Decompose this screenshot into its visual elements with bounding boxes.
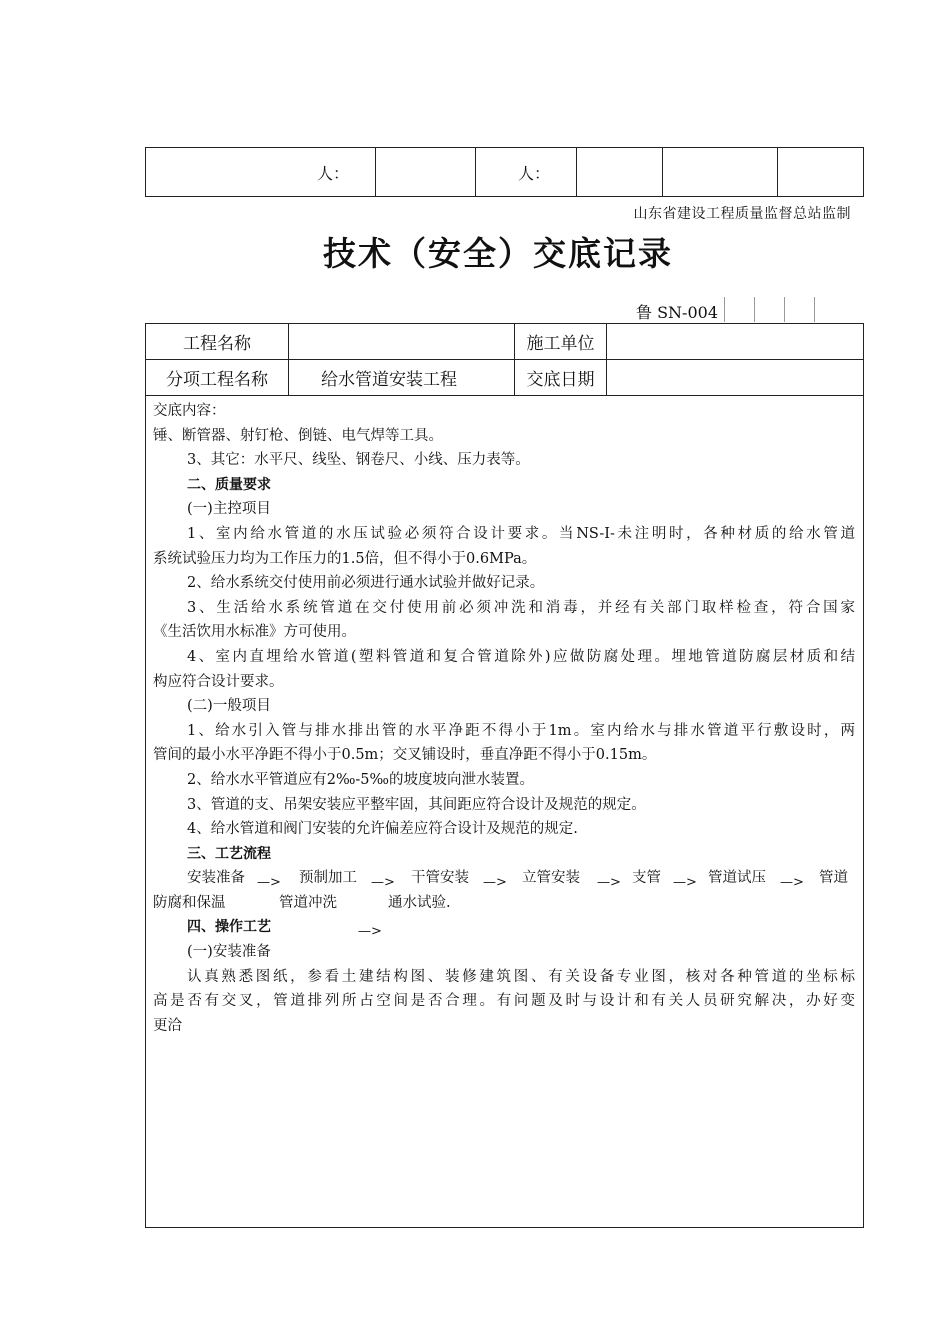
section-heading-row xyxy=(153,915,855,940)
page-title: 技术（安全）交底记录 xyxy=(323,234,673,273)
content-line: 管间的最小水平净距不得小于0.5m；交叉铺设时，垂直净距不得小于0.15m。 xyxy=(153,747,657,764)
form-code: 鲁 SN-004 xyxy=(636,303,718,322)
flow-arrow-icon: —> xyxy=(597,875,621,891)
signature-field-2[interactable] xyxy=(577,148,663,197)
signature-label-1: 人： xyxy=(146,148,376,197)
section-heading-quality: 二、质量要求 xyxy=(187,476,271,493)
content-body xyxy=(153,399,855,1038)
code-box[interactable] xyxy=(754,297,784,322)
code-box[interactable] xyxy=(784,297,815,322)
content-line: 锤、断管器、射钉枪、倒链、电气焊等工具。 xyxy=(153,427,443,444)
content-line: 1、给水引入管与排水排出管的水平净距不得小于1m。室内给水与排水管道平行敷设时，两 xyxy=(187,722,855,739)
subsection-heading: (一)主控项目 xyxy=(187,501,271,518)
subsection-heading: (二)一般项目 xyxy=(187,698,271,715)
signature-table xyxy=(145,147,864,197)
section-heading-operation: 四、操作工艺 xyxy=(187,919,271,936)
signature-field-3[interactable] xyxy=(663,148,778,197)
process-flow-row-1 xyxy=(153,866,855,891)
content-line: 2、给水水平管道应有2‰-5‰的坡度坡向泄水装置。 xyxy=(187,771,534,788)
content-line: 4、给水管道和阀门安装的允许偏差应符合设计及规范的规定. xyxy=(187,821,578,838)
section-heading-process: 三、工艺流程 xyxy=(187,845,271,862)
flow-arrow-icon: —> xyxy=(780,875,804,891)
subsection-heading: (一)安装准备 xyxy=(187,944,271,961)
flow-arrow-icon: —> xyxy=(483,875,507,891)
content-line: 认真熟悉图纸，参看土建结构图、装修建筑图、有关设备专业图，核对各种管道的坐标标 xyxy=(187,968,855,985)
construction-unit-field[interactable] xyxy=(607,324,864,360)
sub-project-label: 分项工程名称 xyxy=(146,360,289,396)
flow-arrow-icon: —> xyxy=(371,875,395,891)
date-field[interactable] xyxy=(607,360,864,396)
content-line: 高是否有交叉，管道排列所占空间是否合理。有问题及时与设计和有关人员研究解决，办好变 xyxy=(153,993,855,1010)
content-line: 1、室内给水管道的水压试验必须符合设计要求。当NS-I-未注明时，各种材质的给水管道 xyxy=(187,525,855,542)
content-heading: 交底内容： xyxy=(153,403,226,419)
sub-project-field[interactable]: 给水管道安装工程 xyxy=(289,360,515,396)
flow-step: 立管安装 xyxy=(522,870,580,887)
flow-step: 通水试验. xyxy=(388,894,451,911)
flow-arrow-icon: —> xyxy=(673,875,697,891)
construction-unit-label: 施工单位 xyxy=(515,324,607,360)
signature-label-2: 人： xyxy=(476,148,577,197)
content-line: 构应符合设计要求。 xyxy=(153,673,284,690)
content-line: 系统试验压力均为工作压力的1.5倍，但不得小于0.6MPa。 xyxy=(153,550,537,567)
supervisor-note: 山东省建设工程质量监督总站监制 xyxy=(633,206,851,222)
content-line: 3、生活给水系统管道在交付使用前必须冲洗和消毒，并经有关部门取样检查，符合国家 xyxy=(187,599,855,616)
content-line: 4、室内直埋给水管道(塑料管道和复合管道除外)应做防腐处理。埋地管道防腐层材质和结 xyxy=(187,648,855,665)
flow-arrow-icon: —> xyxy=(358,924,382,940)
flow-step: 预制加工 xyxy=(299,870,357,887)
code-boxes xyxy=(724,297,815,322)
content-line: 3、管道的支、吊架安装应平整牢固，其间距应符合设计及规范的规定。 xyxy=(187,796,646,813)
content-line: 2、给水系统交付使用前必须进行通水试验并做好记录。 xyxy=(187,575,545,592)
signature-field-1[interactable] xyxy=(376,148,476,197)
signature-field-4[interactable] xyxy=(778,148,864,197)
info-table xyxy=(145,323,864,396)
flow-step: 管道试压 xyxy=(708,870,766,887)
code-box[interactable] xyxy=(724,297,754,322)
project-name-field[interactable] xyxy=(289,324,515,360)
flow-arrow-icon: —> xyxy=(257,875,281,891)
date-label: 交底日期 xyxy=(515,360,607,396)
flow-step: 安装准备 xyxy=(187,870,245,887)
content-line: 3、其它：水平尺、线坠、钢卷尺、小线、压力表等。 xyxy=(187,452,530,469)
flow-step: 管道 xyxy=(819,870,848,887)
content-line: 《生活饮用水标准》方可使用。 xyxy=(153,624,356,641)
content-line: 更洽 xyxy=(153,1017,182,1034)
flow-step: 支管 xyxy=(632,870,661,887)
flow-step: 管道冲洗 xyxy=(279,894,337,911)
flow-step: 防腐和保温 xyxy=(153,894,226,911)
flow-step: 干管安装 xyxy=(411,870,469,887)
process-flow-row-2 xyxy=(153,891,855,916)
project-name-label: 工程名称 xyxy=(146,324,289,360)
